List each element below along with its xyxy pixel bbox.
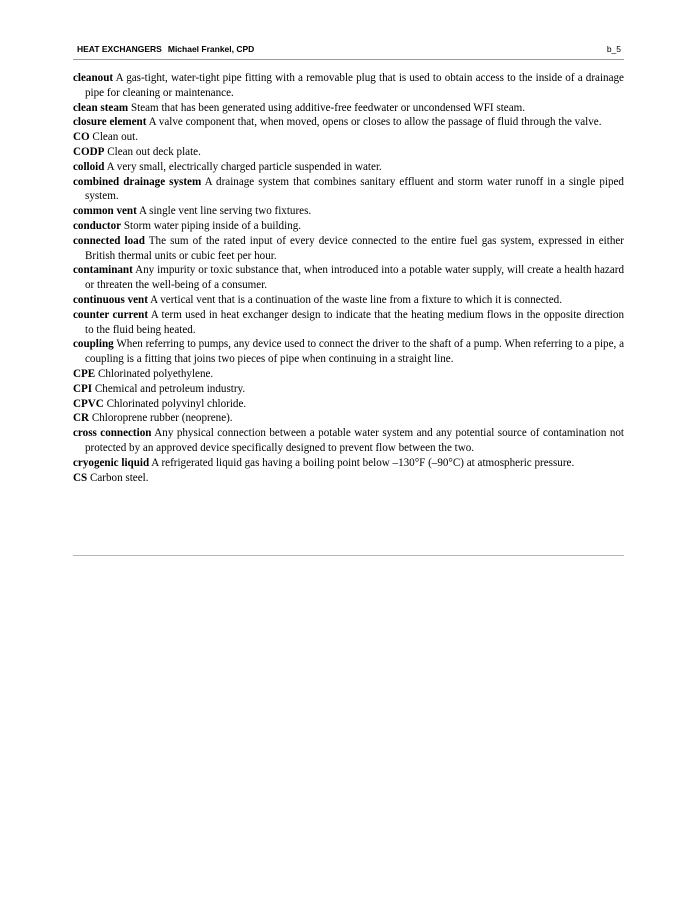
entry-definition: Steam that has been generated using additive-free feedwater or uncondensed WFI steam. — [130, 101, 526, 114]
entry-definition: A term used in heat exchanger design to indicate that the heating medium flows in the opposite direction to the fluid being heated. — [85, 308, 624, 336]
entry-definition: A refrigerated liquid gas having a boiling point below –130°F (–90°C) at atmospheric pressure. — [151, 456, 575, 469]
entry-term: cryogenic liquid — [73, 456, 150, 469]
glossary-entry — [73, 175, 624, 205]
entry-term: cross connection — [73, 427, 152, 440]
entry-definition: A valve component that, when moved, opens or closes to allow the passage of fluid through the valve. — [148, 116, 602, 129]
glossary-entry — [73, 293, 624, 308]
entry-definition: Clean out. — [92, 131, 139, 144]
entry-term: continuous vent — [73, 293, 148, 306]
entry-term: coupling — [73, 338, 114, 351]
entry-term: clean steam — [73, 101, 129, 114]
glossary-entry — [73, 263, 624, 293]
entry-definition: A single vent line serving two fixtures. — [138, 205, 312, 218]
entry-term: closure element — [73, 116, 147, 129]
header-author: Michael Frankel, CPD — [167, 44, 255, 54]
entry-term: CR — [73, 412, 90, 425]
entry-term: contaminant — [73, 264, 133, 277]
entry-definition: A very small, electrically charged particle suspended in water. — [106, 160, 382, 173]
entry-definition: Any impurity or toxic substance that, when introduced into a potable water supply, will create a health hazard or threaten the well-being of a consumer. — [85, 264, 624, 292]
entry-term: CS — [73, 471, 88, 484]
entry-definition: When referring to pumps, any device used to connect the driver to the shaft of a pump. When referring to a pipe, a coupling is a fitting that joins two pieces of pipe when continuing in a straight line. — [85, 338, 625, 366]
glossary-entry — [73, 204, 624, 219]
entry-term: common vent — [73, 205, 137, 218]
entry-term: conductor — [73, 219, 122, 232]
glossary-entry — [73, 71, 624, 101]
glossary-entry — [73, 160, 624, 175]
entry-term: CPVC — [73, 397, 104, 410]
entry-definition: Chlorinated polyethylene. — [97, 367, 214, 380]
entry-term: combined drainage system — [73, 175, 202, 188]
entry-definition: Storm water piping inside of a building. — [123, 219, 302, 232]
entry-definition: A gas-tight, water-tight pipe fitting with a removable plug that is used to obtain access to the inside of a drainage pipe for cleaning or maintenance. — [85, 72, 624, 99]
glossary-entry — [73, 308, 624, 338]
header-left — [77, 44, 254, 54]
glossary-entry — [73, 426, 624, 456]
entry-term: CPE — [73, 367, 96, 380]
entry-term: CODP — [73, 145, 105, 158]
glossary-entry — [73, 101, 624, 116]
glossary-entry — [73, 234, 624, 264]
glossary-entry — [73, 471, 624, 486]
entry-definition: Chloroprene rubber (neoprene). — [91, 412, 233, 425]
entry-term: colloid — [73, 160, 105, 173]
entry-term: cleanout — [73, 72, 114, 84]
glossary-entry — [73, 367, 624, 382]
entry-definition: The sum of the rated input of every device connected to the entire fuel gas system, expressed in either British thermal units or cubic feet per hour. — [85, 234, 624, 262]
entry-term: CPI — [73, 382, 93, 395]
glossary-list — [73, 71, 624, 485]
glossary-entry — [73, 115, 624, 130]
entry-term: CO — [73, 131, 90, 144]
entry-definition: Chlorinated polyvinyl chloride. — [106, 397, 247, 410]
running-header — [73, 44, 623, 58]
glossary-entry — [73, 145, 624, 160]
entry-definition: Clean out deck plate. — [107, 145, 201, 158]
entry-definition: Carbon steel. — [89, 471, 149, 484]
header-divider — [73, 59, 624, 60]
entry-term: connected load — [73, 234, 145, 247]
glossary-entry — [73, 130, 624, 145]
glossary-entry — [73, 397, 624, 412]
entry-definition: A drainage system that combines sanitary effluent and storm water runoff in a single piped system. — [85, 175, 624, 203]
glossary-entry — [73, 382, 624, 397]
header-title: HEAT EXCHANGERS — [77, 44, 162, 54]
entry-definition: A vertical vent that is a continuation of the waste line from a fixture to which it is connected. — [150, 293, 562, 306]
glossary-entry — [73, 411, 624, 426]
footer-divider — [73, 555, 624, 556]
entry-definition: Any physical connection between a potable water system and any potential source of contamination not protected by an approved device specifically designed to prevent flow between the two. — [85, 427, 624, 454]
page-label: b_5 — [606, 44, 621, 54]
entry-definition: Chemical and petroleum industry. — [94, 382, 246, 395]
glossary-entry — [73, 337, 624, 367]
entry-term: counter current — [73, 308, 149, 321]
glossary-entry — [73, 456, 624, 471]
glossary-entry — [73, 219, 624, 234]
